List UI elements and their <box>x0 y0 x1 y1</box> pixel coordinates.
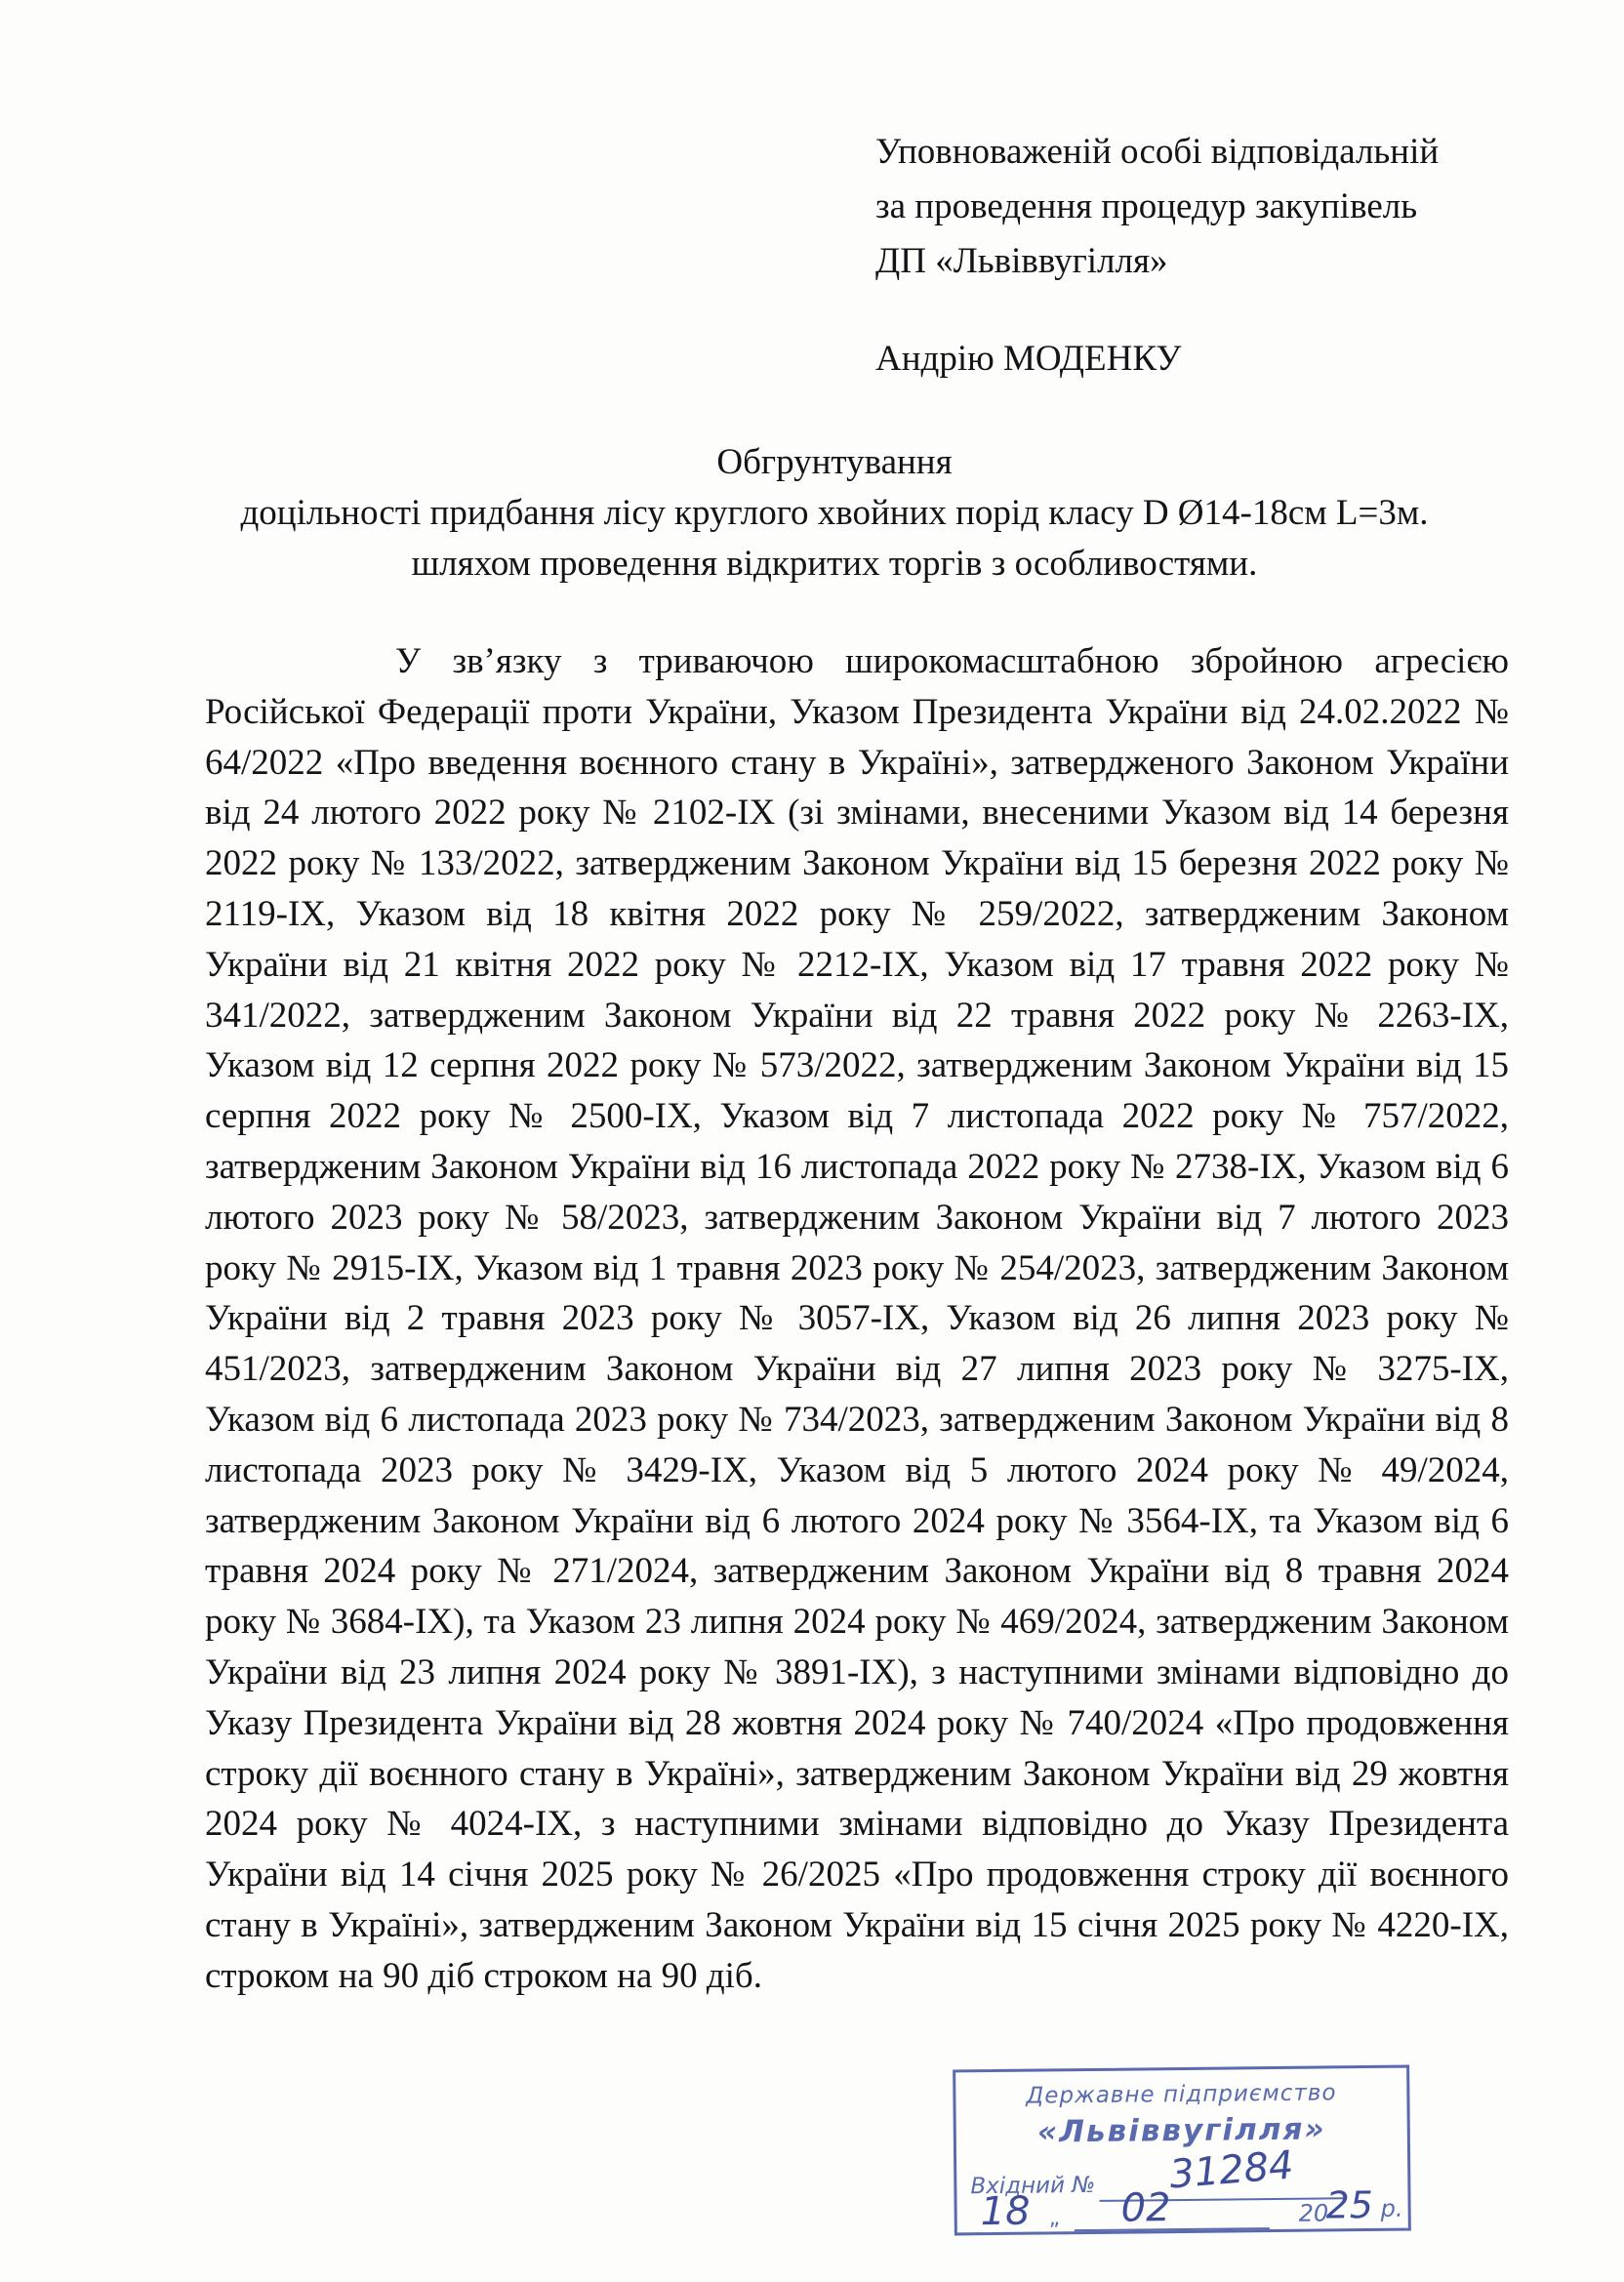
addressee-organization: ДП «Львіввугілля» <box>875 241 1168 281</box>
document-heading <box>166 437 1503 590</box>
stamp-year-prefix: 20 <box>1298 2199 1329 2227</box>
document-subject-line-2: шляхом проведення відкритих торгів з особливостями. <box>411 544 1258 584</box>
addressee-position-line-1: Уповноваженій особі відповідальній <box>875 132 1440 172</box>
stamp-date-underline <box>1075 2227 1270 2231</box>
stamp-incoming-number: 31284 <box>1167 2142 1296 2198</box>
stamp-incoming-label: Вхідний № <box>970 2172 1096 2200</box>
stamp-year-suffix: 25 <box>1325 2182 1374 2227</box>
document-subject-line-1: доцільності придбання лісу круглого хвойних порід класу D Ø14-18см L=3м. <box>240 493 1429 533</box>
stamp-org-type: Державне підприємство <box>1026 2080 1337 2109</box>
stamp-org-name: «Львіввугілля» <box>1036 2111 1326 2150</box>
body-paragraph: У зв’язку з триваючою широкомасштабною збройною агресією Російської Федерації проти України, Указом Президента України від 24.02.2022 № 64/2022 «Про введення воєнного стану в Україні», затвердженого Законом України від 24 лютого 2022 року № 2102-IX (зі змінами, внесеними Указом від 14 березня 2022 року № 133/2022, затвердженим Законом України від 15 березня 2022 року № 2119-IX, Указом від 18 квітня 2022 року № 259/2022, затвердженим Законом України від 21 квітня 2022 року № 2212-IX, Указом від 17 травня 2022 року № 341/2022, затвердженим Законом України від 22 травня 2022 року № 2263-IX, Указом від 12 серпня 2022 року № 573/2022, затвердженим Законом України від 15 серпня 2022 року № 2500-IX, Указом від 7 листопада 2022 року № 757/2022, затвердженим Законом України від 16 листопада 2022 року № 2738-IX, Указом від 6 лютого 2023 року № 58/2023, затвердженим Законом України від 7 лютого 2023 року № 2915-IX, Указом від 1 травня 2023 року № 254/2023, затвердженим Законом України від 2 травня 2023 року № 3057-IX, Указом від 26 липня 2023 року № 451/2023, затвердженим Законом України від 27 липня 2023 року № 3275-IX, Указом від 6 листопада 2023 року № 734/2023, затвердженим Законом України від 8 листопада 2023 року № 3429-IX, Указом від 5 лютого 2024 року № 49/2024, затвердженим Законом України від 6 лютого 2024 року № 3564-IX, та Указом від 6 травня 2024 року № 271/2024, затвердженим Законом України від 8 травня 2024 року № 3684-IX), та Указом 23 липня 2024 року № 469/2024, затвердженим Законом України від 23 липня 2024 року № 3891-IX), з наступними змінами відповідно до Указу Президента України від 28 жовтня 2024 року № 740/2024 «Про продовження строку дії воєнного стану в Україні», затвердженим Законом України від 29 жовтня 2024 року № 4024-IX, з наступними змінами відповідно до Указу Президента України від 14 січня 2025 року № 26/2025 «Про продовження строку дії воєнного стану в Україні», затвердженим Законом України від 15 січня 2025 року № 4220-IX, строком на 90 діб строком на 90 діб. <box>205 641 1509 1996</box>
addressee-name: Андрію МОДЕНКУ <box>875 339 1182 379</box>
document-title: Обгрунтування <box>716 442 953 482</box>
incoming-registration-stamp <box>953 2065 1411 2236</box>
stamp-year-mark: р. <box>1380 2194 1403 2222</box>
addressee-position-line-2: за проведення процедур закупівель <box>875 186 1418 226</box>
addressee-block <box>875 125 1559 387</box>
stamp-day: 18 <box>980 2188 1031 2235</box>
stamp-month: 02 <box>1120 2185 1171 2231</box>
stamp-quote-mark: „ <box>1048 2206 1061 2231</box>
